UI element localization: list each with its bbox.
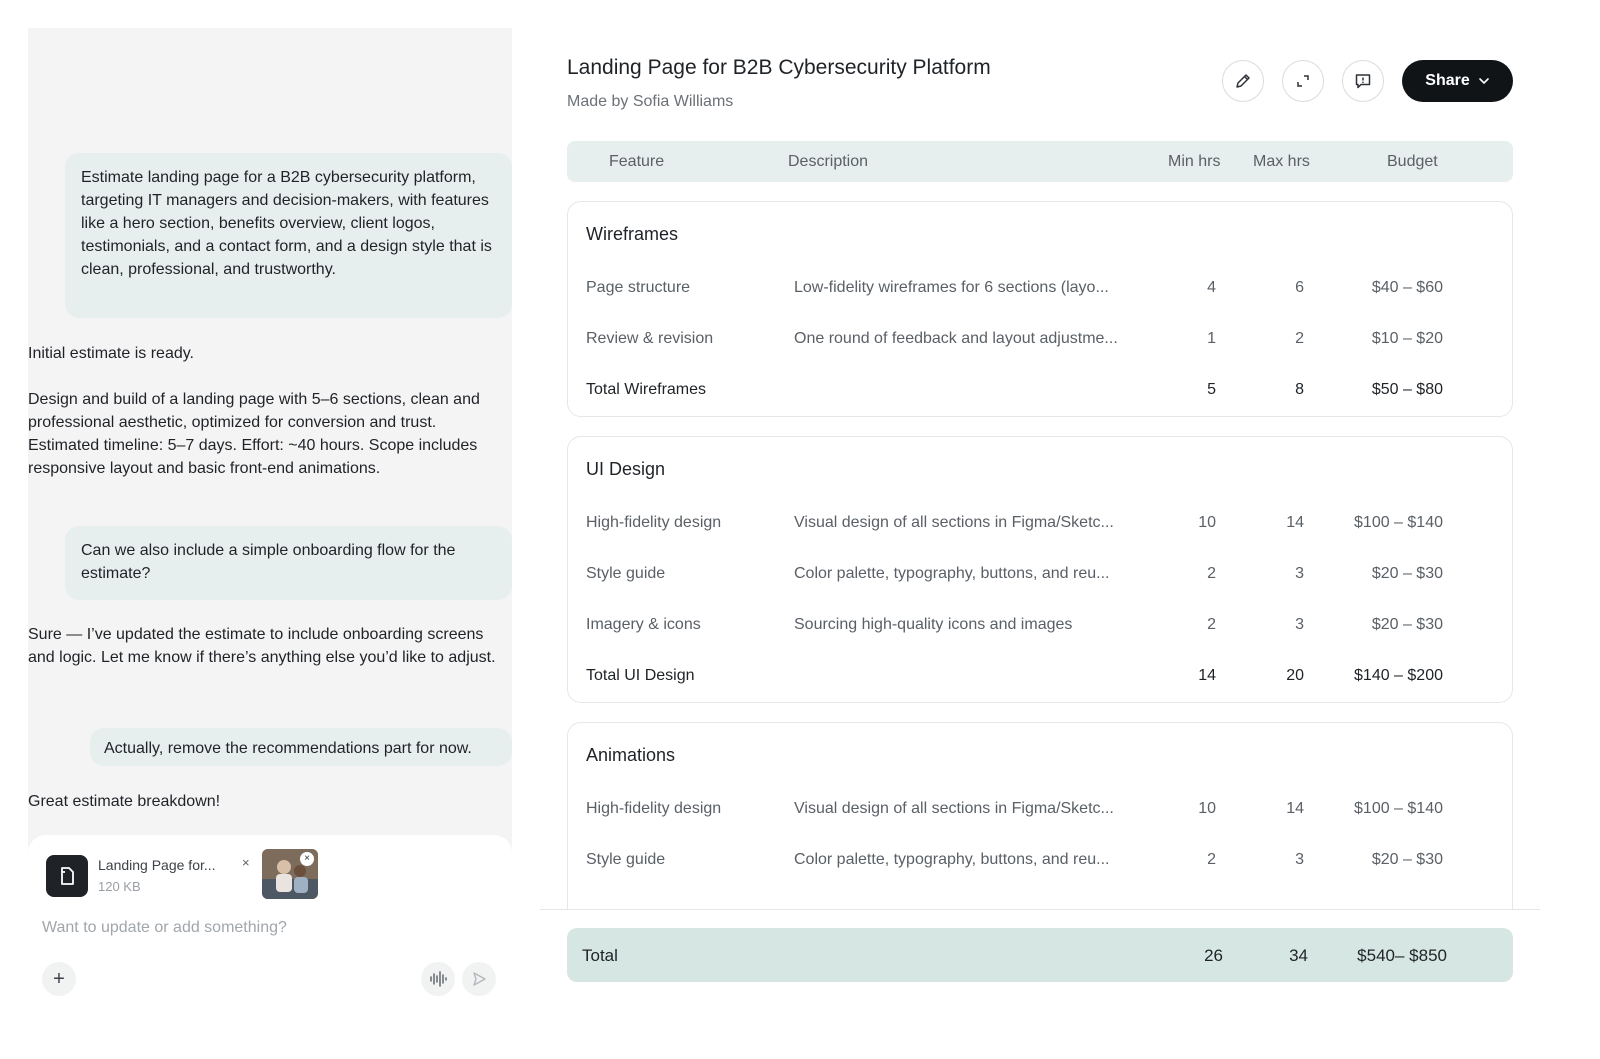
- file-icon: [46, 855, 88, 897]
- section-ui-design: [567, 436, 1513, 703]
- cell-max-hrs: 3: [1295, 851, 1304, 868]
- message-text: Can we also include a simple onboarding flow for the estimate?: [81, 542, 456, 582]
- table-row: [568, 330, 1512, 354]
- cell-budget: $100 – $140: [1354, 514, 1443, 531]
- column-header-min-hrs: Min hrs: [1168, 153, 1221, 170]
- cell-feature: High-fidelity design: [586, 514, 722, 531]
- user-message-1: [65, 153, 512, 318]
- cell-min-hrs: 2: [1207, 851, 1216, 868]
- user-message-2: [65, 526, 512, 600]
- document-title: Landing Page for B2B Cybersecurity Platform: [567, 56, 991, 79]
- grand-total-budget: $540– $850: [1357, 946, 1447, 965]
- column-header-max-hrs: Max hrs: [1253, 153, 1310, 170]
- footer-divider: [540, 909, 1540, 910]
- cell-feature: Review & revision: [586, 330, 714, 347]
- cell-feature: Imagery & icons: [586, 616, 701, 633]
- grand-total-label: Total: [582, 946, 618, 965]
- document-author: Made by Sofia Williams: [567, 93, 734, 110]
- send-button[interactable]: [462, 962, 496, 996]
- grand-total-max-hrs: 34: [1289, 946, 1308, 965]
- column-header-description: Description: [788, 153, 869, 170]
- estimate-sections-scroll[interactable]: [540, 190, 1540, 910]
- cell-description: Color palette, typography, buttons, and reu...: [794, 565, 1110, 582]
- chat-panel: [28, 28, 512, 1010]
- cell-description: Color palette, typography, buttons, and reu...: [794, 851, 1110, 868]
- cell-min-hrs: 5: [1207, 381, 1216, 398]
- expand-button[interactable]: [1282, 60, 1324, 102]
- table-row: [568, 800, 1512, 824]
- cell-max-hrs: 14: [1286, 800, 1304, 817]
- remove-image-button[interactable]: ×: [300, 852, 314, 866]
- cell-description: One round of feedback and layout adjustme...: [794, 330, 1118, 347]
- add-button[interactable]: [42, 962, 76, 996]
- cell-max-hrs: 2: [1295, 330, 1304, 347]
- column-header-budget: Budget: [1387, 153, 1438, 170]
- section-title: UI Design: [586, 459, 666, 479]
- attachment-name: Landing Page for...: [98, 857, 216, 873]
- cell-description: Low-fidelity wireframes for 6 sections (layo...: [794, 279, 1109, 296]
- assistant-message-2: Design and build of a landing page with 5–6 sections, clean and professional aesthetic, optimized for conversion and trust. Estimated timeline: 5–7 days. Effort: ~40 hours. Scope includes responsive layout and basic front-end animations.: [28, 391, 480, 477]
- share-button[interactable]: [1402, 60, 1513, 102]
- cell-budget: $20 – $30: [1371, 851, 1443, 868]
- remove-attachment-button[interactable]: ×: [242, 855, 250, 870]
- section-total-row: [568, 667, 1512, 691]
- comment-icon: [1354, 72, 1372, 90]
- cell-max-hrs: 3: [1295, 616, 1304, 633]
- voice-input-button[interactable]: [421, 962, 455, 996]
- cell-min-hrs: 14: [1198, 667, 1216, 684]
- cell-feature: Total UI Design: [586, 667, 695, 684]
- cell-max-hrs: 20: [1286, 667, 1304, 684]
- cell-feature: Total Wireframes: [586, 381, 707, 398]
- share-label: Share: [1425, 72, 1470, 89]
- send-icon: [471, 971, 487, 987]
- cell-min-hrs: 1: [1207, 330, 1216, 347]
- cell-min-hrs: 10: [1198, 514, 1216, 531]
- cell-max-hrs: 14: [1286, 514, 1304, 531]
- assistant-message-4: Great estimate breakdown!: [28, 793, 221, 810]
- table-row: [568, 565, 1512, 589]
- assistant-message-3: Sure — I’ve updated the estimate to include onboarding screens and logic. Let me know if there’s anything else you’d like to adjust.: [28, 626, 496, 666]
- cell-feature: High-fidelity design: [586, 800, 722, 817]
- section-total-row: [568, 381, 1512, 405]
- cell-feature: Style guide: [586, 565, 666, 582]
- section-wireframes: [567, 201, 1513, 417]
- cell-budget: $100 – $140: [1354, 800, 1443, 817]
- plus-icon: +: [53, 968, 65, 990]
- cell-min-hrs: 2: [1207, 616, 1216, 633]
- cell-min-hrs: 4: [1207, 279, 1216, 296]
- cell-description: Visual design of all sections in Figma/Sketc...: [794, 800, 1114, 817]
- user-message-3: [90, 728, 512, 766]
- cell-budget: $20 – $30: [1371, 616, 1443, 633]
- chevron-down-icon: [1478, 77, 1490, 85]
- cell-budget: $20 – $30: [1371, 565, 1443, 582]
- cell-description: Visual design of all sections in Figma/Sketc...: [794, 514, 1114, 531]
- pencil-icon: [1234, 72, 1252, 90]
- expand-icon: [1295, 73, 1311, 89]
- cell-feature: Page structure: [586, 279, 691, 296]
- cell-max-hrs: 8: [1295, 381, 1304, 398]
- cell-feature: Style guide: [586, 851, 666, 868]
- grand-total-min-hrs: 26: [1204, 946, 1223, 965]
- table-row: [568, 514, 1512, 538]
- cell-description: Sourcing high-quality icons and images: [794, 616, 1073, 633]
- message-input[interactable]: [42, 919, 482, 937]
- cell-budget: $40 – $60: [1371, 279, 1443, 296]
- grand-total-bar: [567, 928, 1513, 982]
- message-text: Estimate landing page for a B2B cybersecurity platform, targeting IT managers and decision-makers, with features like a hero section, benefits overview, client logos, testimonials, and a contact form, and a design style that is clean, professional, and trustworthy.: [81, 169, 492, 278]
- image-attachment-thumbnail[interactable]: [262, 849, 318, 899]
- table-row: [568, 279, 1512, 303]
- cell-min-hrs: 10: [1198, 800, 1216, 817]
- cell-budget: $50 – $80: [1371, 381, 1443, 398]
- cell-budget: $10 – $20: [1371, 330, 1443, 347]
- section-title: Animations: [586, 745, 676, 765]
- section-animations: [567, 722, 1513, 910]
- comment-button[interactable]: [1342, 60, 1384, 102]
- message-text: Actually, remove the recommendations part for now.: [104, 740, 472, 757]
- edit-button[interactable]: [1222, 60, 1264, 102]
- section-title: Wireframes: [586, 224, 679, 244]
- cell-max-hrs: 3: [1295, 565, 1304, 582]
- composer: [28, 835, 512, 1010]
- cell-budget: $140 – $200: [1354, 667, 1443, 684]
- column-header-feature: Feature: [609, 153, 665, 170]
- cell-max-hrs: 6: [1295, 279, 1304, 296]
- attachment-size: 120 KB: [98, 879, 141, 894]
- table-row: [568, 616, 1512, 640]
- attachment-card[interactable]: [46, 853, 256, 901]
- table-row: [568, 851, 1512, 875]
- assistant-message-1: Initial estimate is ready.: [28, 345, 194, 362]
- waveform-icon: [429, 971, 447, 987]
- table-header-row: [567, 141, 1513, 182]
- cell-min-hrs: 2: [1207, 565, 1216, 582]
